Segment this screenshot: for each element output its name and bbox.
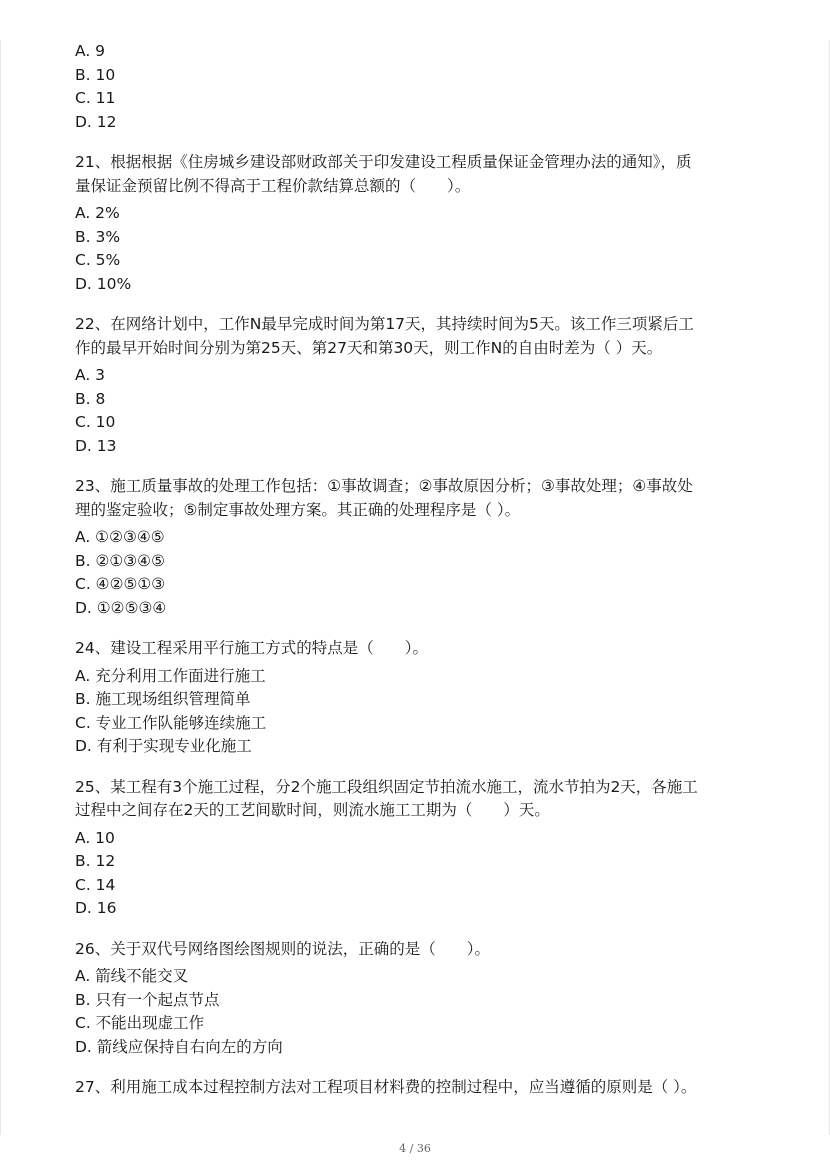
option-c: C. 专业工作队能够连续施工 xyxy=(75,713,267,732)
option-d: D. 10% xyxy=(75,274,132,293)
option-b: B. 施工现场组织管理简单 xyxy=(75,690,251,708)
question-22 xyxy=(75,313,755,458)
question-line: 22、在网络计划中，工作N最早完成时间为第17天，其持续时间为5天。该工作三项紧后工 xyxy=(75,315,694,333)
option-a: A. 3 xyxy=(75,366,106,384)
question-line: 26、关于双代号网络图绘图规则的说法，正确的是（ ）。 xyxy=(75,939,490,958)
option-b: B. 10 xyxy=(75,65,116,84)
question-line: 21、根据根据《住房城乡建设部财政部关于印发建设工程质量保证金管理办法的通知》，质 xyxy=(75,153,692,171)
option-a: A. 10 xyxy=(75,828,115,847)
option-a: A. ①②③④⑤ xyxy=(75,528,165,546)
option-c: C. 11 xyxy=(75,89,116,107)
page-number: 4 / 36 xyxy=(399,1142,431,1155)
question-line: 25、某工程有3个施工过程，分2个施工段组织固定节拍流水施工，流水节拍为2天，各施工 xyxy=(75,777,698,796)
question-text xyxy=(75,938,755,962)
option-d: D. 13 xyxy=(75,436,117,455)
question-text xyxy=(75,151,755,198)
question-line: 作的最早开始时间分别为第25天、第27天和第30天，则工作N的自由时差为（ ）天。 xyxy=(75,338,663,357)
question-line: 过程中之间存在2天的工艺间歇时间，则流水施工工期为（ ）天。 xyxy=(75,801,550,819)
question-line: 27、利用施工成本过程控制方法对工程项目材料费的控制过程中，应当遵循的原则是（ ）。 xyxy=(75,1078,697,1096)
question-text xyxy=(75,637,755,661)
option-a: A. 2% xyxy=(75,204,120,222)
option-d: D. 16 xyxy=(75,899,117,917)
question-line: 量保证金预留比例不得高于工程价款结算总额的（ ）。 xyxy=(75,176,471,195)
option-b: B. 只有一个起点节点 xyxy=(75,990,220,1009)
option-a: A. 充分利用工作面进行施工 xyxy=(75,666,266,685)
question-text xyxy=(75,1076,755,1100)
question-25 xyxy=(75,776,755,921)
question-line: 23、施工质量事故的处理工作包括：①事故调查；②事故原因分析；③事故处理；④事故处 xyxy=(75,477,693,495)
option-d: D. 有利于实现专业化施工 xyxy=(75,737,252,755)
question-text xyxy=(75,475,755,522)
page-edge-left xyxy=(0,40,1,1135)
question-27 xyxy=(75,1076,755,1100)
option-b: B. 3% xyxy=(75,227,121,246)
option-c: C. 不能出现虚工作 xyxy=(75,1014,205,1032)
previous-question-options xyxy=(75,40,755,134)
question-24 xyxy=(75,637,755,759)
option-b: B. ②①③④⑤ xyxy=(75,551,165,570)
option-c: C. ④②⑤①③ xyxy=(75,575,166,593)
option-c: C. 5% xyxy=(75,251,121,269)
option-b: B. 12 xyxy=(75,852,116,870)
option-d: D. 12 xyxy=(75,112,117,131)
question-text xyxy=(75,313,755,360)
question-line: 24、建设工程采用平行施工方式的特点是（ ）。 xyxy=(75,639,428,657)
option-d: D. 箭线应保持自右向左的方向 xyxy=(75,1037,283,1056)
option-d: D. ①②⑤③④ xyxy=(75,598,167,617)
option-c: C. 14 xyxy=(75,875,116,894)
question-21 xyxy=(75,151,755,296)
option-b: B. 8 xyxy=(75,389,106,408)
option-c: C. 10 xyxy=(75,413,116,431)
option-a: A. 9 xyxy=(75,42,106,60)
question-text xyxy=(75,776,755,823)
question-23 xyxy=(75,475,755,620)
document-content xyxy=(75,40,755,1104)
question-line: 理的鉴定验收；⑤制定事故处理方案。其正确的处理程序是（ ）。 xyxy=(75,500,521,519)
question-26 xyxy=(75,938,755,1060)
option-a: A. 箭线不能交叉 xyxy=(75,967,189,985)
